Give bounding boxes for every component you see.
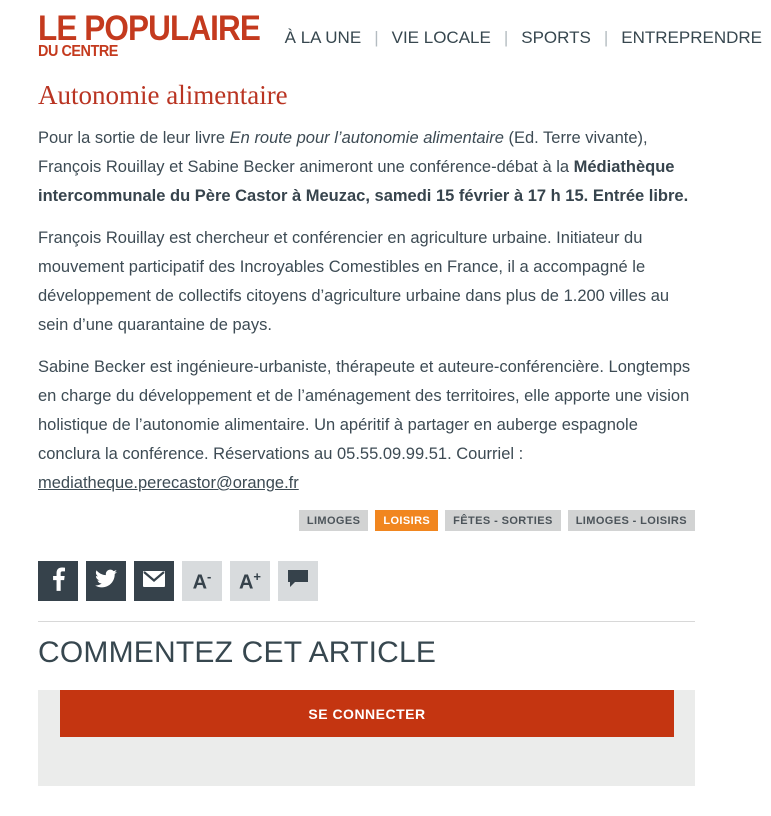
site-logo[interactable] bbox=[38, 8, 260, 62]
section-divider bbox=[38, 621, 695, 622]
speech-bubble-icon bbox=[288, 570, 308, 593]
article-paragraph-3 bbox=[38, 353, 695, 498]
nav-item-vie-locale[interactable]: VIE LOCALE bbox=[391, 28, 491, 47]
login-button[interactable]: SE CONNECTER bbox=[60, 690, 674, 737]
tag-limoges-loisirs[interactable]: LIMOGES - LOISIRS bbox=[568, 510, 695, 531]
nav-separator: | bbox=[374, 28, 379, 47]
comment-login-box bbox=[38, 690, 695, 786]
comments-heading: COMMENTEZ CET ARTICLE bbox=[38, 636, 437, 669]
twitter-icon bbox=[95, 569, 117, 593]
tag-fetes-sorties[interactable]: FÊTES - SORTIES bbox=[445, 510, 561, 531]
email-link[interactable]: mediatheque.perecastor@orange.fr bbox=[38, 474, 299, 492]
share-email-button[interactable] bbox=[134, 561, 174, 601]
font-size-decrease-button[interactable] bbox=[182, 561, 222, 601]
font-size-increase-button[interactable] bbox=[230, 561, 270, 601]
tag-loisirs[interactable]: LOISIRS bbox=[375, 510, 438, 531]
paragraph-3-text: Sabine Becker est ingénieure-urbaniste, thérapeute et auteure-conférencière. Longtemps en charge du développement et de l’aménagement des territoires, elle apporte une vision holistique de l’autonomie alimentaire. Un apéritif à partager en auberge espagnole conclura la conférence. Réservations au 05.55.09.99.51. Courriel : bbox=[38, 358, 691, 463]
book-title: En route pour l’autonomie alimentaire bbox=[229, 129, 504, 147]
nav-separator: | bbox=[503, 28, 509, 47]
logo-subtitle: DU CENTRE bbox=[38, 43, 118, 61]
nav-item-sports[interactable]: SPORTS bbox=[521, 28, 591, 47]
event-details-bold: Médiathèque intercommunale du Père Castor à Meuzac, samedi 15 février à 17 h 15. Entrée libre. bbox=[38, 158, 689, 205]
comments-button[interactable] bbox=[278, 561, 318, 601]
article-paragraph-1 bbox=[38, 124, 695, 211]
nav-item-entreprendre[interactable]: ENTREPRENDRE bbox=[621, 28, 763, 47]
article-paragraph-2: François Rouillay est chercheur et conférencier en agriculture urbaine. Initiateur du mouvement participatif des Incroyables Comestibles en France, il a accompagné le développement de collectifs citoyens d’agriculture urbaine dans plus de 1.200 villes au sein d’une quarantaine de pays. bbox=[38, 229, 670, 334]
share-toolbar bbox=[38, 561, 695, 601]
article-content bbox=[38, 80, 695, 786]
paragraph-1-lead: Pour la sortie de leur livre bbox=[38, 129, 230, 147]
nav-item-a-la-une[interactable]: À LA UNE bbox=[284, 28, 362, 47]
nav-separator: | bbox=[603, 28, 609, 47]
main-nav bbox=[285, 28, 762, 48]
share-twitter-button[interactable] bbox=[86, 561, 126, 601]
tag-limoges[interactable]: LIMOGES bbox=[299, 510, 369, 531]
share-facebook-button[interactable] bbox=[38, 561, 78, 601]
envelope-icon bbox=[143, 571, 165, 592]
facebook-icon bbox=[52, 567, 65, 596]
paragraph-1-middle: (Ed. Terre vivante), François Rouillay et Sabine Becker animeront une conférence-débat à la bbox=[38, 129, 648, 176]
font-larger-label: A+ bbox=[238, 568, 262, 594]
article-tags bbox=[38, 510, 695, 531]
site-header bbox=[0, 0, 771, 62]
font-smaller-label: A- bbox=[192, 568, 212, 594]
article-title: Autonomie alimentaire bbox=[38, 80, 288, 110]
logo-title: LE POPULAIRE bbox=[38, 8, 260, 48]
